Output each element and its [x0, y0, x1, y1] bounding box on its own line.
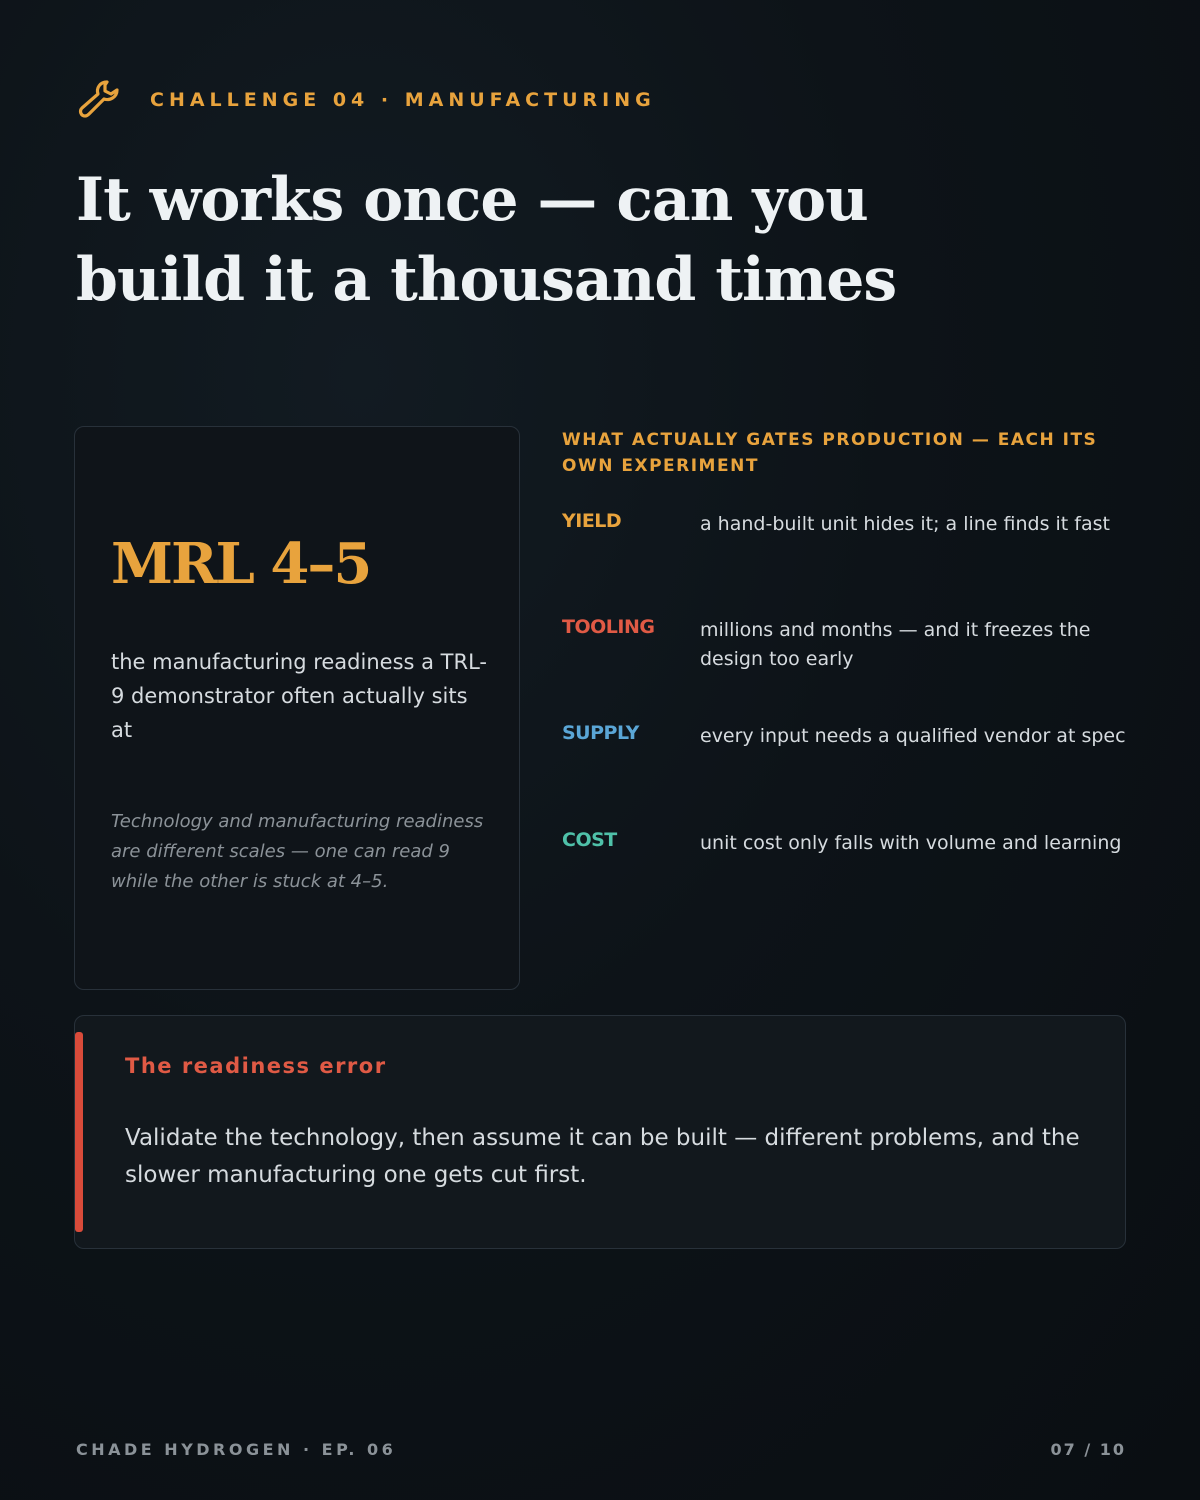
page-title: It works once — can you build it a thousand times	[76, 165, 897, 315]
gate-label-supply: SUPPLY	[562, 722, 639, 744]
gate-text-tooling: millions and months — and it freezes the design too early	[700, 619, 1091, 670]
metric-card	[74, 426, 520, 990]
wrench-icon	[76, 76, 124, 124]
footer-page-number: 07 / 10	[1050, 1440, 1126, 1459]
gate-text-supply: every input needs a qualified vendor at spec	[700, 725, 1126, 747]
callout-text: Validate the technology, then assume it can be built — different problems, and the slower manufacturing one gets cut first.	[125, 1125, 1080, 1188]
gate-label-cost: COST	[562, 829, 617, 851]
gate-label-yield: YIELD	[562, 510, 622, 532]
readiness-error-callout	[74, 1015, 1126, 1249]
gate-text-cost: unit cost only falls with volume and learning	[700, 832, 1122, 854]
eyebrow-text: CHALLENGE 04 · MANUFACTURING	[150, 89, 656, 111]
metric-note: Technology and manufacturing readiness are different scales — one can read 9 while the other is stuck at 4–5.	[111, 811, 484, 892]
gate-label-tooling: TOOLING	[562, 616, 655, 638]
callout-title: The readiness error	[125, 1054, 387, 1078]
metric-description: the manufacturing readiness a TRL-9 demonstrator often actually sits at	[111, 650, 488, 742]
eyebrow	[76, 78, 656, 122]
gates-heading: WHAT ACTUALLY GATES PRODUCTION — EACH ITS OWN EXPERIMENT	[562, 430, 1098, 476]
gate-text-yield: a hand-built unit hides it; a line finds it fast	[700, 513, 1110, 535]
metric-value: MRL 4–5	[111, 531, 371, 597]
callout-accent-bar	[75, 1032, 83, 1232]
footer-series: CHADE HYDROGEN · EP. 06	[76, 1440, 397, 1459]
